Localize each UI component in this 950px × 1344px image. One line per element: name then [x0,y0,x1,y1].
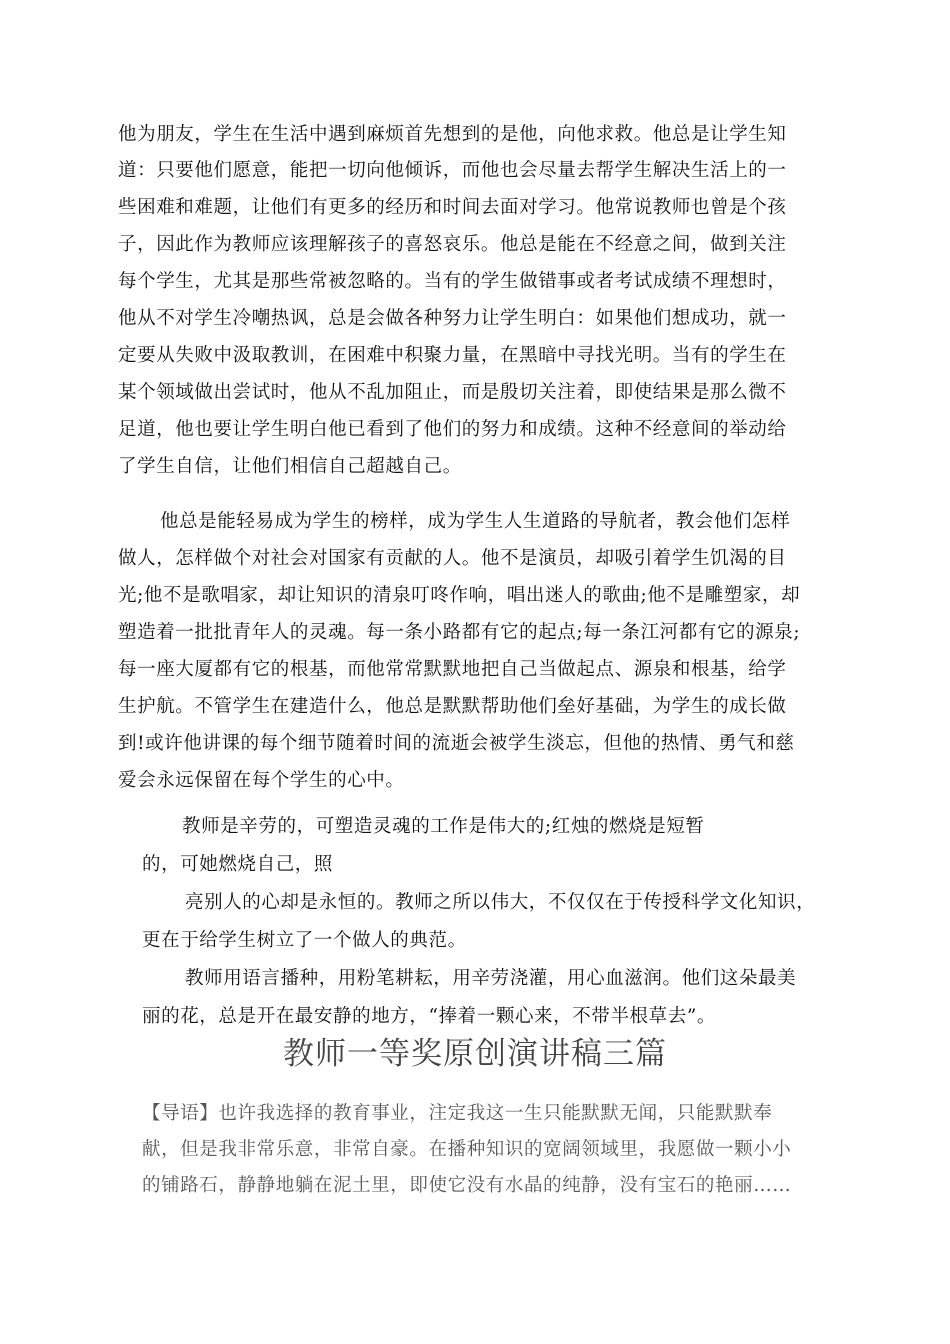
text-line: 他从不对学生冷嘲热讽，总是会做各种努力让学生明白：如果他们想成功，就一 [118,308,787,329]
text-line: 献，但是我非常乐意，非常自豪。在播种知识的宽阔领域里，我愿做一颗小小 [142,1139,792,1160]
text-line: 道：只要他们愿意，能把一切向他倾诉，而他也会尽量去帮学生解决生活上的一 [118,160,787,181]
text-line: 光;他不是歌唱家，却让知识的清泉叮咚作响，唱出迷人的歌曲;他不是雕塑家，却 [118,585,801,606]
document-title: 教师一等奖原创演讲稿三篇 [283,1036,667,1072]
text-line: 了学生自信，让他们相信自己超越自己。 [118,456,462,477]
text-line: 爱会永远保留在每个学生的心中。 [118,770,405,791]
text-line: 【导语】也许我选择的教育事业，注定我这一生只能默默无闻，只能默默奉 [142,1103,773,1124]
text-line: 些困难和难题，让他们有更多的经历和时间去面对学习。他常说教师也曾是个孩 [118,197,787,218]
text-line: 子，因此作为教师应该理解孩子的喜怒哀乐。他总是能在不经意之间，做到关注 [118,234,787,255]
text-line: 他为朋友，学生在生活中遇到麻烦首先想到的是他，向他求救。他总是让学生知 [118,124,787,145]
text-line: 教师是辛劳的，可塑造灵魂的工作是伟大的;红烛的燃烧是短暂 [182,816,705,837]
text-line: 亮别人的心却是永恒的。教师之所以伟大，不仅仅在于传授科学文化知识， [185,892,816,913]
text-line: 足道，他也要让学生明白他已看到了他们的努力和成绩。这种不经意间的举动给 [118,419,787,440]
text-line: 每个学生，尤其是那些常被忽略的。当有的学生做错事或者考试成绩不理想时， [118,271,787,292]
text-line: 每一座大厦都有它的根基，而他常常默默地把自己当做起点、源泉和根基，给学 [118,659,787,680]
text-line: 塑造着一批批青年人的灵魂。每一条小路都有它的起点;每一条江河都有它的源泉; [118,622,801,643]
text-line: 丽的花，总是开在最安静的地方，“捧着一颗心来，不带半根草去”。 [142,1006,717,1027]
text-line: 他总是能轻易成为学生的榜样，成为学生人生道路的导航者，教会他们怎样 [160,511,791,532]
text-line: 的，可她燃烧自己，照 [142,854,334,875]
text-line: 某个领域做出尝试时，他从不乱加阻止，而是殷切关注着，即使结果是那么微不 [118,382,787,403]
text-line: 更在于给学生树立了一个做人的典范。 [142,930,467,951]
text-line: 到!或许他讲课的每个细节随着时间的流逝会被学生淡忘，但他的热情、勇气和慈 [118,733,795,754]
text-line: 做人，怎样做个对社会对国家有贡献的人。他不是演员，却吸引着学生饥渴的目 [118,548,787,569]
text-line: 生护航。不管学生在建造什么，他总是默默帮助他们垒好基础，为学生的成长做 [118,696,787,717]
text-line: 教师用语言播种，用粉笔耕耘，用辛劳浇灌，用心血滋润。他们这朵最美 [185,968,797,989]
text-line: 定要从失败中汲取教训，在困难中积聚力量，在黑暗中寻找光明。当有的学生在 [118,345,787,366]
text-line: 的铺路石，静静地躺在泥土里，即使它没有水晶的纯静，没有宝石的艳丽…… [142,1175,792,1196]
